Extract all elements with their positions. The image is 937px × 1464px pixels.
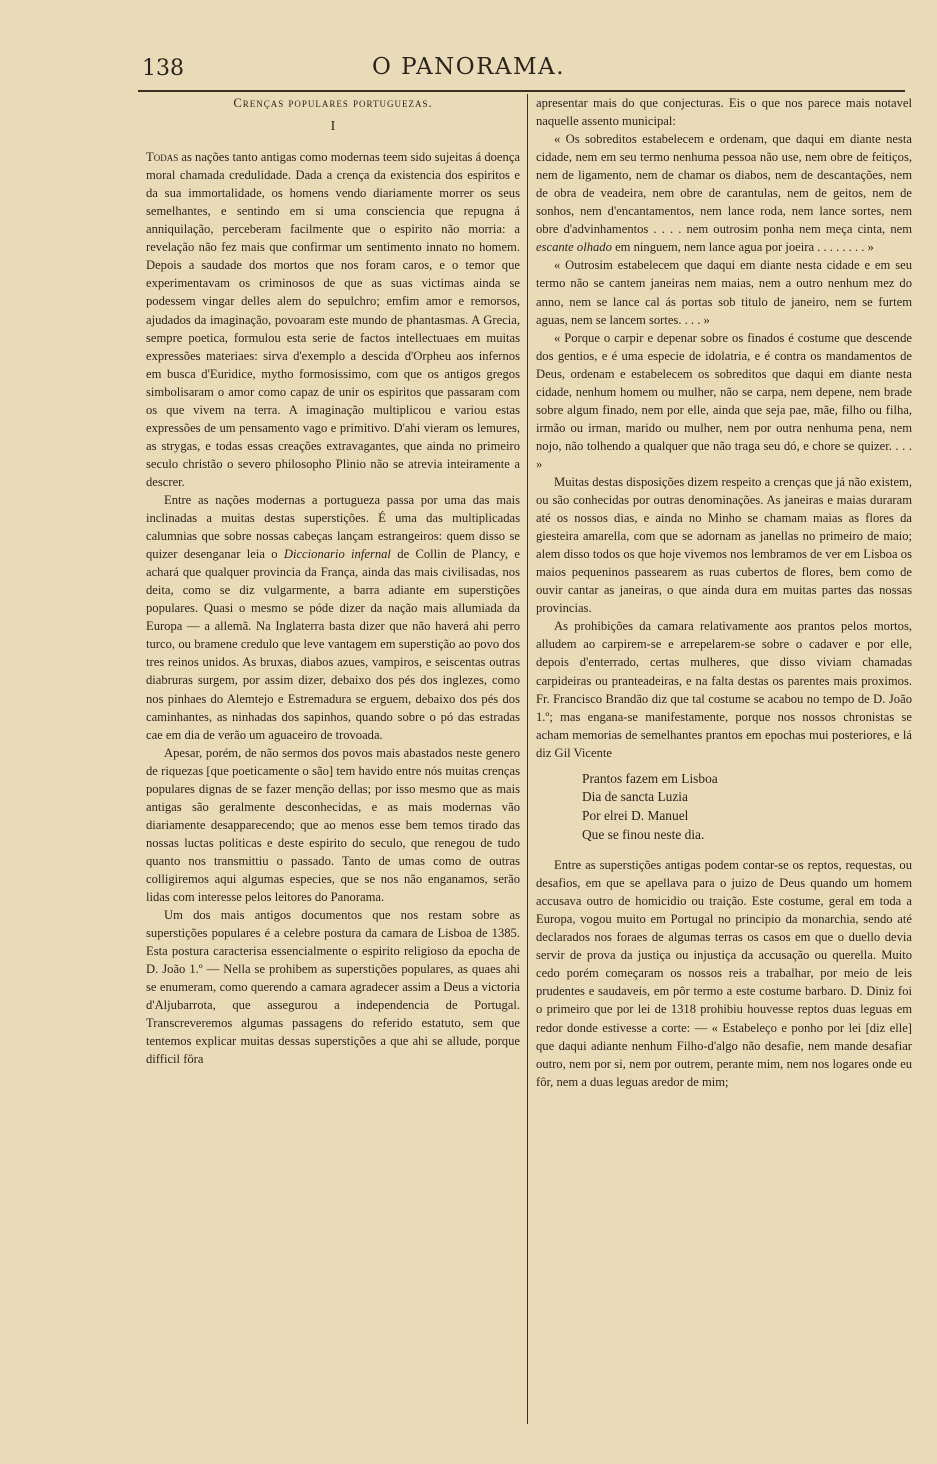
verse-line: Por elrei D. Manuel	[582, 807, 689, 823]
paragraph: Entre as nações modernas a portugueza passa por uma das mais inclinadas a muitas destas superstições. É uma das multiplicadas calumnias que sobre nossas cabeças lançam estrangeiros: quem disso se quizer desenganar leia o Diccionario infernal de Collin de Plancy, e achará que qualquer provincia da França, ainda das mais civilisadas, nos deita, como se diz vulgarmente, a barra adiante em superstições populares. Quasi o mesmo se póde dizer da nação mais allumiada da Europa — a allemã. Na Inglaterra basta dizer que não haverá ahi perro turco, ou bramene credulo que leve vantagem em superstição ao povo dos tres reinos unidos. As bruxas, diabos azues, vampiros, e seiscentas outras diabruras surgem, por assim dizer, debaixo dos pés dos inglezes, como nos pinhaes do Alemtejo e Estremadura se erguem, debaixo dos pés dos caminhantes, as ninhadas dos sapinhos, quando sobre o pó das estradas cae em dia de verão um aguaceiro de trovoada.	[146, 492, 520, 742]
section-number: I	[330, 119, 336, 135]
paragraph: apresentar mais do que conjecturas. Eis o que nos parece mais notavel naquelle assento municipal:	[536, 96, 912, 129]
right-column	[536, 94, 912, 1424]
quotation: « Outrosim estabelecem que daqui em diante nesta cidade e em seu termo não se cantem janeiras nem maias, nem a outro nenhum mez do anno, nem se lance cal ás portas sob titulo de janeiro, nem se furtem aguas, nem se lancem sortes. . . . »	[536, 258, 912, 327]
quotation: « Porque o carpir e depenar sobre os finados é costume que descende dos gentios, e é uma especie de idolatria, e é contra os mandamentos de Deus, ordenam e estabelecem os sobreditos que daqui em diante nesta cidade, nenhum homem ou mulher, não se carpa, nem depene, nem brade sobre algum finado, nem por elle, ainda que seja pae, mãe, filho ou filha, irmão ou irman, marido ou mulher, nem por outra nenhuma pena, nem nojo, não tolhendo a qualquer que não traga seu dó, e chore se quizer. . . . »	[536, 330, 912, 471]
column-divider	[527, 94, 528, 1424]
header-rule	[138, 90, 905, 92]
verse-line: Prantos fazem em Lisboa	[582, 770, 718, 786]
paragraph: Muitas destas disposições dizem respeito a crenças que já não existem, ou são conhecidas por outras denominações. As janeiras e maias duraram até os nossos dias, e ainda no Minho se chamam maias as flores da giesteira amarella, com que se adornam as janellas no primeiro de maio; alem disso todos os que hoje vivemos nos lembramos de ver em Lisboa os maios pequeninos passearem as ruas cubertos de flores, bem como de ouvir cantar as janeiras, o que ainda dura em muitas partes das nossas provincias.	[536, 474, 912, 616]
left-column	[146, 94, 520, 1424]
book-title: Diccionario infernal	[283, 547, 391, 562]
opening-word: Todas	[146, 150, 179, 165]
verse-block	[582, 770, 912, 844]
verse-line: Dia de sancta Luzia	[582, 789, 688, 805]
paragraph: Um dos mais antigos documentos que nos restam sobre as superstições populares é a celebre postura da camara de Lisboa de 1385. Esta postura caracterisa essencialmente o espirito religioso da epocha de D. João 1.º — Nella se prohibem as superstições populares, as quaes ahi se enumeram, como querendo a camara agradecer assim a Deus a victoria d'Aljubarrota, que assegurou a independencia de Portugal. Transcreveremos algumas passagens do referido estatuto, sem que tentemos explicar muitas dessas superstições a que ahi se allude, porque difficil fôra	[146, 908, 520, 1067]
verse-line: Que se finou neste dia.	[582, 826, 705, 842]
paragraph: As prohibições da camara relativamente aos prantos pelos mortos, alludem ao carpirem-se e arrepelarem-se sobre o cadaver e por elle, depois d'enterrado, certas mulheres, que disso viviam chamadas carpideiras ou pranteadeiras, e na falta destas os parentes mais proximos. Fr. Francisco Brandão diz que tal costume se acabou no tempo de D. João 1.º; mas engana-se manifestamente, porque nos nossos chronistas se acham memorias de semelhantes prantos em epochas mui posteriores, e lá diz Gil Vicente	[536, 619, 912, 760]
article-title: Crenças populares portuguezas.	[233, 96, 433, 110]
journal-title: O PANORAMA.	[371, 54, 566, 80]
paragraph: Todas as nações tanto antigas como modernas teem sido sujeitas á doença moral chamada credulidade. Dada a crença da existencia dos espiritos e da sua immortalidade, os homens vendo diariamente morrer os seus semelhantes, e sentindo em si uma consciencia que repugna á anniquilação, perceberam facilmente que o espirito não morria: a revelação não fez mais que confirmar um sentimento innato no homem. Depois a saudade dos mortos que nos foram caros, e o temor que experimentavam os criminosos de que as suas victimas ainda se podessem vingar delles alem do sepulchro; emfim amor e remorsos, ajudados da imaginação, povoaram este mundo de phantasmas. A Grecia, sempre poetica, formulou esta serie de factos intellectuaes em muitas expressões materiaes: sirva d'exemplo a descida d'Orpheu aos infernos em busca d'Euridice, mytho formosissimo, com que os antigos gregos simbolisaram o amor como capaz de unir os espiritos que passaram com os que vivem na terra. A imaginação multiplicou e variou estas expressões de um pensamento vago e primitivo. D'ahi vieram os lemures, as strygas, e todas essas creações extravagantes, que ainda no primeiro seculo christão o severo philosopho Plinio não se atrevia inteiramente a descrer.	[146, 150, 520, 489]
quotation: « Os sobreditos estabelecem e ordenam, que daqui em diante nesta cidade, nem em seu termo nenhuma pessoa não use, nem obre de feitiços, nem de ligamento, nem de chamar os diabos, nem de descantações, nem de obra de veadeira, nem obre de carantulas, nem de geitos, nem de sonhos, nem d'encantamentos, nem lance roda, nem lance sortes, nem obre d'advinhamentos . . . . nem outrosim ponha nem meça cinta, nem escante olhado em ninguem, nem lance agua por joeira . . . . . . . . »	[536, 132, 912, 255]
page-number: 138	[142, 56, 184, 81]
page-header	[0, 52, 937, 88]
paragraph: Entre as superstições antigas podem contar-se os reptos, requestas, ou desafios, em que se apellava para o juizo de Deus quando um homem accusava outro de homicidio ou traição. Este costume, geral em toda a Europa, vogou muito em Portugal no principio da monarchia, sendo até declarados nos foraes de algumas terras os casos em que o duello devia servir de prova da justiça ou injustiça da accusação ou querella. Muito cedo porém começaram os nossos reis a trabalhar, por meio de leis prudentes e saudaveis, em pôr termo a este costume barbaro. D. Diniz foi o primeiro que por lei de 1318 prohibiu houvesse reptos duas leguas em redor donde estivesse a corte: — « Estabeleço e ponho por lei [diz elle] que daqui adiante nenhum Filho-d'algo não desafie, nem mande desafiar outro, nem por si, nem por outrem, perante mim, nem nos logares onde eu fôr, nem a duas leguas aredor de mim;	[536, 858, 912, 1089]
paragraph: Apesar, porém, de não sermos dos povos mais abastados neste genero de riquezas [que poeticamente o são] tem havido entre nós muitas crenças populares dignas de se fazer menção dellas; por isso mesmo que as mais antigas são geralmente desconhecidas, e as mais modernas vão diariamente desapparecendo; que ao menos esse bem temos tirado das nossas luctas politicas e deste espirito do seculo, que renegou de tudo quanto nos transmittiu o passado. Tanto de umas como de outras colligiremos aqui algumas especies, que se nos não enganamos, serão lidas com interesse pelos leitores do Panorama.	[146, 745, 520, 905]
